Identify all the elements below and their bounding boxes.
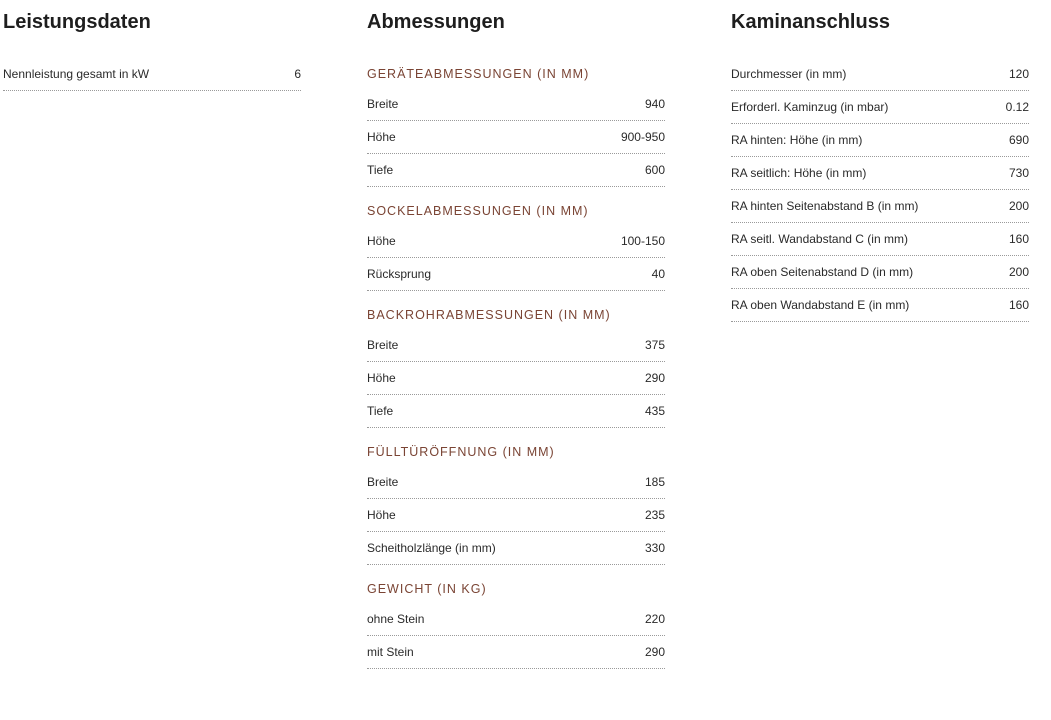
spec-row (367, 603, 665, 636)
spec-value: 0.12 (1005, 100, 1029, 114)
spec-row (367, 121, 665, 154)
spec-value: 235 (644, 508, 665, 522)
column-kaminanschluss (731, 0, 1029, 322)
spec-row (367, 499, 665, 532)
spec-row (3, 58, 301, 91)
section-fuelltueroeffnung (367, 436, 665, 565)
spec-label: Tiefe (367, 404, 394, 418)
spec-value: 220 (644, 612, 665, 626)
spec-label: Breite (367, 475, 399, 489)
column-leistungsdaten (3, 0, 301, 91)
spec-row (367, 395, 665, 428)
spec-row (367, 258, 665, 291)
spec-value: 200 (1008, 199, 1029, 213)
spec-label: Höhe (367, 130, 396, 144)
spec-value: 375 (644, 338, 665, 352)
spec-label: RA seitlich: Höhe (in mm) (731, 166, 867, 180)
spec-value: 160 (1008, 298, 1029, 312)
spec-value: 290 (644, 645, 665, 659)
spec-value: 690 (1008, 133, 1029, 147)
spec-row (367, 466, 665, 499)
spec-label: RA hinten: Höhe (in mm) (731, 133, 863, 147)
spec-label: Breite (367, 97, 399, 111)
spec-label: Scheitholzlänge (in mm) (367, 541, 496, 555)
spec-value: 330 (644, 541, 665, 555)
spec-row (731, 124, 1029, 157)
section (3, 58, 301, 91)
section-title: BACKROHRABMESSUNGEN (IN MM) (367, 308, 611, 322)
spec-value: 200 (1008, 265, 1029, 279)
spec-label: ohne Stein (367, 612, 425, 626)
spec-value: 940 (644, 97, 665, 111)
spec-label: Nennleistung gesamt in kW (3, 67, 150, 81)
spec-row (367, 532, 665, 565)
spec-label: RA oben Wandabstand E (in mm) (731, 298, 910, 312)
spec-row (731, 91, 1029, 124)
spec-label: Höhe (367, 371, 396, 385)
section (731, 58, 1029, 322)
spec-row (731, 289, 1029, 322)
spec-row (731, 190, 1029, 223)
section-title: SOCKELABMESSUNGEN (IN MM) (367, 204, 589, 218)
spec-row (367, 225, 665, 258)
spec-row (367, 154, 665, 187)
spec-row (731, 223, 1029, 256)
section-backrohrabmessungen (367, 299, 665, 428)
spec-label: RA seitl. Wandabstand C (in mm) (731, 232, 908, 246)
spec-row (367, 636, 665, 669)
spec-label: Breite (367, 338, 399, 352)
spec-row (367, 362, 665, 395)
spec-row (731, 157, 1029, 190)
spec-label: RA hinten Seitenabstand B (in mm) (731, 199, 919, 213)
spec-value: 900-950 (620, 130, 665, 144)
spec-value: 730 (1008, 166, 1029, 180)
spec-label: Erforderl. Kaminzug (in mbar) (731, 100, 889, 114)
spec-value: 600 (644, 163, 665, 177)
spec-label: mit Stein (367, 645, 414, 659)
spec-label: Tiefe (367, 163, 394, 177)
section-geraeteabmessungen (367, 58, 665, 187)
spec-value: 435 (644, 404, 665, 418)
column-title: Leistungsdaten (3, 11, 151, 33)
column-title: Abmessungen (367, 11, 505, 33)
column-title: Kaminanschluss (731, 11, 890, 33)
spec-value: 185 (644, 475, 665, 489)
spec-row (731, 256, 1029, 289)
section-sockelabmessungen (367, 195, 665, 291)
section-title: GEWICHT (IN KG) (367, 582, 487, 596)
spec-value: 100-150 (620, 234, 665, 248)
section-title: GERÄTEABMESSUNGEN (IN MM) (367, 67, 590, 81)
spec-value: 120 (1008, 67, 1029, 81)
spec-row (367, 88, 665, 121)
spec-value: 40 (651, 267, 665, 281)
spec-label: Höhe (367, 508, 396, 522)
section-gewicht (367, 573, 665, 669)
spec-value: 160 (1008, 232, 1029, 246)
spec-label: Durchmesser (in mm) (731, 67, 847, 81)
spec-label: RA oben Seitenabstand D (in mm) (731, 265, 914, 279)
column-abmessungen (367, 0, 665, 669)
spec-value: 6 (294, 67, 301, 81)
spec-label: Höhe (367, 234, 396, 248)
spec-row (731, 58, 1029, 91)
spec-row (367, 329, 665, 362)
section-title: FÜLLTÜRÖFFNUNG (IN MM) (367, 445, 555, 459)
spec-label: Rücksprung (367, 267, 432, 281)
spec-value: 290 (644, 371, 665, 385)
